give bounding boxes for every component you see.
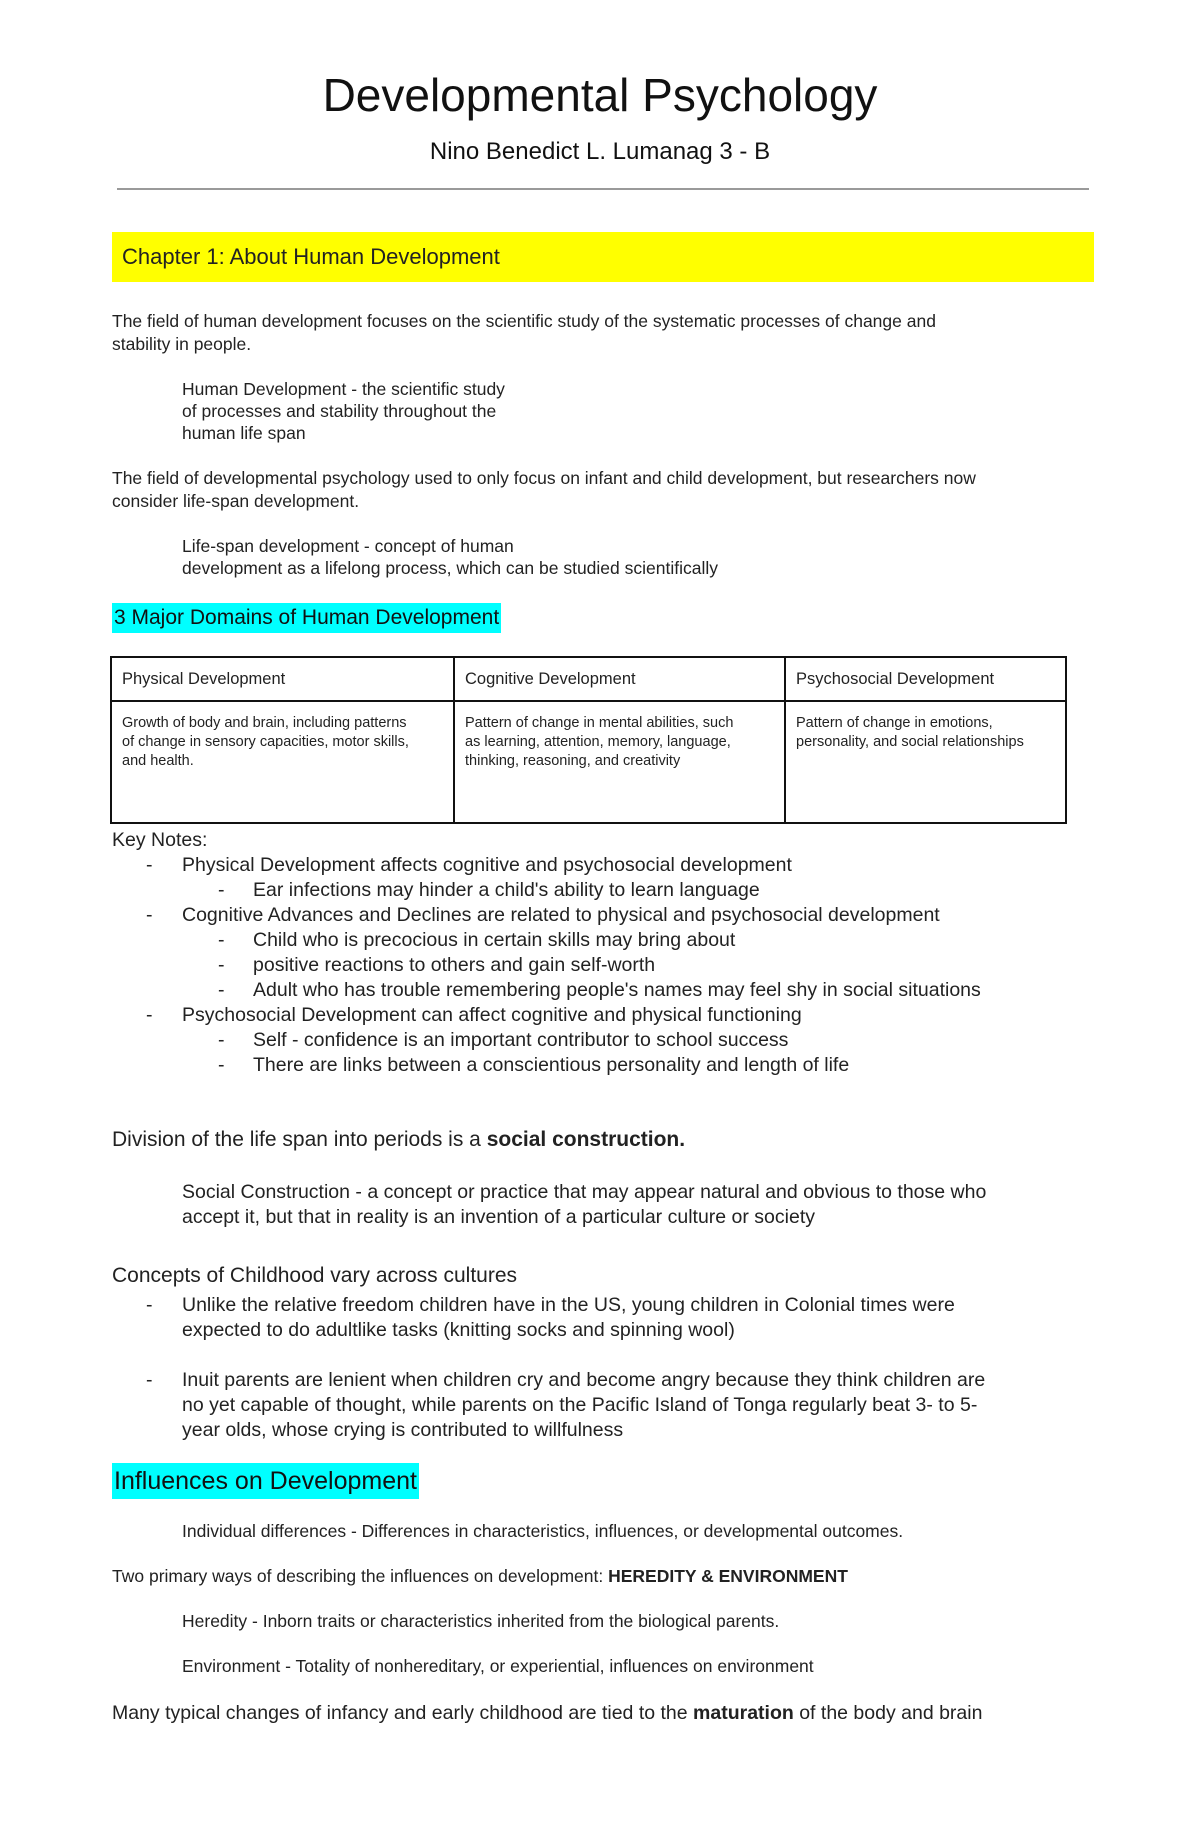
key-note-2a: Child who is precocious in certain skills may bring about	[253, 929, 736, 951]
two-ways-bold: HEREDITY & ENVIRONMENT	[608, 1566, 848, 1586]
bullet-dash: -	[218, 929, 225, 951]
cell-line: Growth of body and brain, including patterns	[122, 715, 407, 731]
childhood-bullet-1-line-2: expected to do adultlike tasks (knitting socks and spinning wool)	[182, 1319, 735, 1341]
influences-heading: Influences on Development	[112, 1463, 419, 1499]
definition-human-development-3: human life span	[182, 423, 306, 443]
paragraph-2-line-1: The field of developmental psychology used to only focus on infant and child development, but researchers now	[112, 468, 976, 488]
bullet-dash: -	[218, 979, 225, 1001]
definition-life-span-2: development as a lifelong process, which can be studied scientifically	[182, 558, 718, 578]
maturation-lead: Many typical changes of infancy and early childhood are tied to the	[112, 1702, 694, 1724]
cell-line: Pattern of change in mental abilities, such	[465, 715, 734, 731]
horizontal-rule	[117, 188, 1089, 190]
cell-line: as learning, attention, memory, language,	[465, 734, 731, 750]
childhood-heading: Concepts of Childhood vary across cultures	[112, 1264, 518, 1287]
key-note-1: Physical Development affects cognitive and psychosocial development	[182, 854, 792, 876]
two-ways-lead: Two primary ways of describing the influences on development:	[112, 1566, 609, 1586]
key-note-3b: There are links between a conscientious personality and length of life	[253, 1054, 850, 1076]
cell-cognitive	[454, 701, 785, 823]
author-line: Nino Benedict L. Lumanag 3 - B	[429, 138, 771, 165]
header-physical: Physical Development	[111, 657, 454, 701]
maturation-tail: of the body and brain	[793, 1702, 983, 1724]
individual-differences: Individual differences - Differences in characteristics, influences, or developmental outcomes.	[182, 1521, 904, 1541]
bullet-dash: -	[218, 879, 225, 901]
childhood-bullet-1-line-1: Unlike the relative freedom children have in the US, young children in Colonial times were	[182, 1294, 955, 1316]
bullet-dash: -	[218, 1029, 225, 1051]
bullet-dash: -	[146, 1369, 153, 1391]
paragraph-2-line-2: consider life-span development.	[112, 491, 360, 511]
definition-human-development-1: Human Development - the scientific study	[182, 379, 505, 399]
key-note-1a: Ear infections may hinder a child's ability to learn language	[253, 879, 760, 901]
two-ways-line	[112, 1565, 848, 1588]
social-def-line-1: Social Construction - a concept or practice that may appear natural and obvious to those who	[182, 1181, 987, 1203]
social-bold: social construction.	[486, 1128, 686, 1151]
key-note-2b: positive reactions to others and gain self-worth	[253, 954, 656, 976]
chapter-heading: Chapter 1: About Human Development	[112, 232, 1094, 282]
cell-line: and health.	[122, 753, 194, 769]
maturation-bold: maturation	[693, 1702, 794, 1724]
social-construction-line	[112, 1128, 685, 1152]
bullet-dash: -	[146, 904, 153, 926]
cell-line: thinking, reasoning, and creativity	[465, 753, 681, 769]
cell-line: personality, and social relationships	[796, 734, 1024, 750]
cell-physical	[111, 701, 454, 823]
intro-line-2: stability in people.	[112, 334, 252, 354]
key-note-2: Cognitive Advances and Declines are related to physical and psychosocial development	[182, 904, 940, 926]
bullet-dash: -	[218, 954, 225, 976]
definition-human-development-2: of processes and stability throughout the	[182, 401, 497, 421]
bullet-dash: -	[146, 1294, 153, 1316]
bullet-dash: -	[218, 1054, 225, 1076]
childhood-bullet-2-line-2: no yet capable of thought, while parents on the Pacific Island of Tonga regularly beat 3- to 5-	[182, 1394, 978, 1416]
social-lead: Division of the life span into periods is a	[112, 1128, 487, 1151]
key-note-3a: Self - confidence is an important contributor to school success	[253, 1029, 789, 1051]
bullet-dash: -	[146, 854, 153, 876]
heredity-definition: Heredity - Inborn traits or characteristics inherited from the biological parents.	[182, 1611, 780, 1631]
cell-line: of change in sensory capacities, motor skills,	[122, 734, 409, 750]
intro-line-1: The field of human development focuses on the scientific study of the systematic processes of change and	[112, 311, 936, 331]
key-notes-label: Key Notes:	[112, 829, 208, 851]
childhood-bullet-2-line-1: Inuit parents are lenient when children cry and become angry because they think children are	[182, 1369, 986, 1391]
domains-heading: 3 Major Domains of Human Development	[112, 603, 501, 633]
social-def-line-2: accept it, but that in reality is an invention of a particular culture or society	[182, 1206, 815, 1228]
cell-line: Pattern of change in emotions,	[796, 715, 993, 731]
table-header-row	[111, 657, 1066, 701]
bullet-dash: -	[146, 1004, 153, 1026]
maturation-line	[112, 1701, 982, 1726]
environment-definition: Environment - Totality of nonhereditary, or experiential, influences on environment	[182, 1656, 814, 1676]
document-title: Developmental Psychology	[322, 69, 878, 121]
definition-life-span-1: Life-span development - concept of human	[182, 536, 514, 556]
childhood-bullet-2-line-3: year olds, whose crying is contributed to willfulness	[182, 1419, 624, 1441]
header-cognitive: Cognitive Development	[454, 657, 785, 701]
key-note-3: Psychosocial Development can affect cognitive and physical functioning	[182, 1004, 802, 1026]
header-psychosocial: Psychosocial Development	[785, 657, 1066, 701]
key-note-2c: Adult who has trouble remembering people's names may feel shy in social situations	[253, 979, 981, 1001]
domains-table	[110, 656, 1067, 824]
table-row	[111, 701, 1066, 823]
cell-psychosocial	[785, 701, 1066, 823]
